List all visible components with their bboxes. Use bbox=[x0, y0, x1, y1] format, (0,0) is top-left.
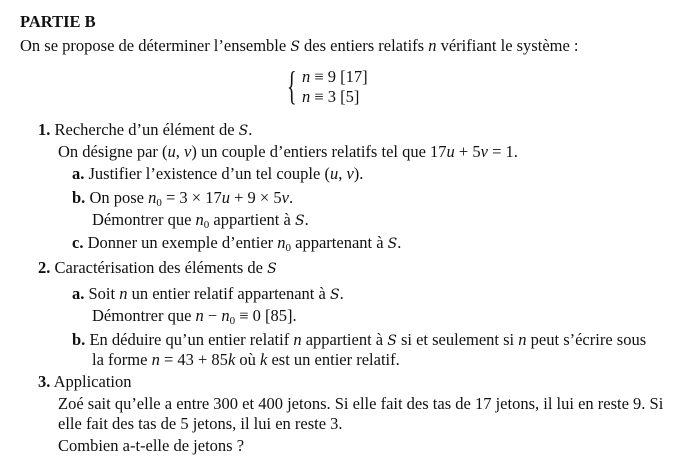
text-segment: n bbox=[148, 188, 157, 207]
line-q1-text bbox=[58, 142, 518, 162]
text-segment: Démontrer que bbox=[92, 306, 196, 325]
text-segment: b. bbox=[72, 188, 86, 207]
line-q2a bbox=[72, 284, 344, 305]
line-sys-1 bbox=[302, 67, 368, 87]
text-segment: c. bbox=[72, 233, 84, 252]
text-segment: k bbox=[227, 350, 236, 369]
line-q3-title bbox=[38, 372, 132, 392]
text-segment: n bbox=[151, 350, 160, 369]
text-segment: appartient à bbox=[301, 330, 388, 349]
text-segment: En déduire qu’un entier relatif bbox=[85, 330, 294, 349]
set-symbol: S bbox=[290, 39, 300, 55]
text-segment: = 1. bbox=[487, 142, 518, 161]
system-brace: { bbox=[287, 63, 297, 108]
text-segment: + 5 bbox=[454, 142, 481, 161]
text-segment: n bbox=[293, 330, 302, 349]
text-segment: n bbox=[195, 306, 204, 325]
line-q1-title bbox=[38, 120, 252, 141]
text-segment: = 3 × 17 bbox=[161, 188, 222, 207]
text-segment: 0 bbox=[285, 242, 292, 254]
text-segment: peut s’écrire sous bbox=[526, 330, 647, 349]
line-q1a bbox=[72, 164, 363, 184]
text-segment: Démontrer que bbox=[92, 210, 196, 229]
text-segment: . bbox=[397, 233, 402, 252]
text-segment: 2. bbox=[38, 258, 51, 277]
line-q2a-2 bbox=[92, 306, 297, 331]
text-segment: − bbox=[203, 306, 222, 325]
line-q3-2 bbox=[58, 414, 343, 434]
text-segment: ) un couple d’entiers relatifs tel que 17 bbox=[191, 142, 447, 161]
text-segment: u bbox=[329, 164, 339, 183]
text-segment: . bbox=[339, 284, 344, 303]
text-segment: On désigne par ( bbox=[58, 142, 168, 161]
text-segment: n bbox=[195, 210, 204, 229]
text-segment: ≡ 3 [5] bbox=[310, 87, 360, 106]
text-segment: n bbox=[221, 306, 230, 325]
text-segment: . bbox=[288, 188, 294, 207]
text-segment: n bbox=[302, 87, 311, 106]
set-symbol: S bbox=[238, 123, 249, 139]
text-segment: Application bbox=[50, 372, 132, 391]
text-segment: 1. bbox=[38, 120, 51, 139]
text-segment: 3. bbox=[38, 372, 51, 391]
set-symbol: S bbox=[387, 333, 397, 349]
text-segment: n bbox=[302, 67, 311, 86]
text-segment: Combien a-t-elle de jetons ? bbox=[58, 436, 245, 455]
text-segment: a. bbox=[72, 164, 85, 183]
line-q3-3 bbox=[58, 436, 244, 456]
text-segment: n bbox=[518, 330, 527, 349]
text-segment: Justifier l’existence d’un tel couple ( bbox=[84, 164, 330, 183]
text-segment: k bbox=[260, 350, 268, 369]
text-segment: des entiers relatifs bbox=[299, 36, 429, 55]
text-segment: + 9 × 5 bbox=[229, 188, 282, 207]
set-symbol: S bbox=[294, 213, 305, 229]
text-segment: n bbox=[428, 36, 437, 55]
text-segment: est un entier relatif. bbox=[267, 350, 400, 369]
line-q2b-2 bbox=[92, 350, 400, 370]
text-segment: la forme bbox=[92, 350, 152, 369]
line-q1b-2 bbox=[92, 210, 309, 235]
text-segment: v bbox=[184, 142, 192, 161]
text-segment: . bbox=[248, 120, 253, 139]
text-segment: ≡ 9 [17] bbox=[310, 67, 368, 86]
text-segment: Soit bbox=[84, 284, 120, 303]
text-segment: Caractérisation des éléments de bbox=[50, 258, 268, 277]
text-segment: u bbox=[167, 142, 176, 161]
line-sys-2 bbox=[302, 87, 359, 107]
text-segment: , bbox=[175, 142, 185, 161]
section-title: PARTIE B bbox=[20, 12, 96, 31]
text-segment: On se propose de déterminer l’ensemble bbox=[20, 36, 291, 55]
text-segment: appartient à bbox=[209, 210, 295, 229]
line-q2-title bbox=[38, 258, 277, 279]
text-segment: v bbox=[281, 188, 289, 207]
set-symbol: S bbox=[267, 261, 277, 277]
text-segment: v bbox=[480, 142, 488, 161]
text-segment: ≡ 0 [85]. bbox=[235, 306, 297, 325]
text-segment: 0 bbox=[229, 315, 236, 327]
text-segment: ). bbox=[353, 164, 364, 183]
text-segment: On pose bbox=[85, 188, 149, 207]
line-q3-1 bbox=[58, 394, 663, 414]
line-intro bbox=[20, 36, 579, 57]
text-segment: vérifiant le système : bbox=[436, 36, 579, 55]
line-q2b bbox=[72, 330, 646, 351]
text-segment: où bbox=[235, 350, 261, 369]
text-segment: b. bbox=[72, 330, 86, 349]
text-segment: 0 bbox=[156, 197, 162, 209]
text-segment: . bbox=[304, 210, 309, 229]
text-segment: n bbox=[119, 284, 128, 303]
text-segment: si et seulement si bbox=[396, 330, 519, 349]
text-segment: elle fait des tas de 5 jetons, il lui en reste 3. bbox=[58, 414, 343, 433]
text-segment: , bbox=[338, 164, 347, 183]
text-segment: v bbox=[346, 164, 354, 183]
text-segment: Donner un exemple d’entier bbox=[83, 233, 278, 252]
text-segment: Recherche d’un élément de bbox=[50, 120, 239, 139]
text-segment: n bbox=[277, 233, 286, 252]
set-symbol: S bbox=[387, 236, 398, 252]
set-symbol: S bbox=[329, 287, 340, 303]
text-segment: u bbox=[446, 142, 455, 161]
text-segment: u bbox=[221, 188, 230, 207]
text-segment: un entier relatif appartenant à bbox=[127, 284, 330, 303]
text-segment: a. bbox=[72, 284, 85, 303]
text-segment: appartenant à bbox=[291, 233, 388, 252]
text-segment: Zoé sait qu’elle a entre 300 et 400 jetons. Si elle fait des tas de 17 jetons, il lui en reste 9. Si bbox=[58, 394, 664, 413]
line-q1c bbox=[72, 233, 401, 258]
text-segment: = 43 + 85 bbox=[159, 350, 228, 369]
text-segment: 0 bbox=[203, 219, 210, 231]
